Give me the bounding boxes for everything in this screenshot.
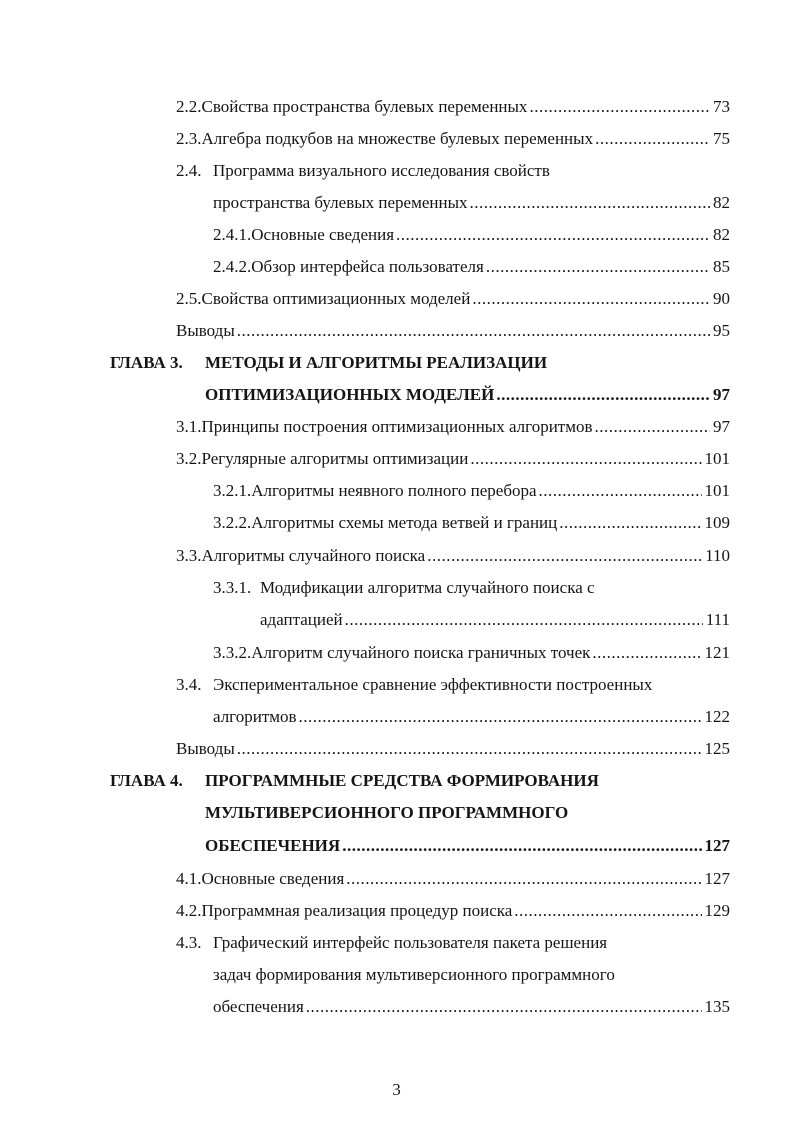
toc-entry-3-3-1-line1[interactable] bbox=[213, 577, 595, 599]
toc-chapter-title: ПРОГРАММНЫЕ СРЕДСТВА ФОРМИРОВАНИЯ bbox=[205, 771, 599, 790]
toc-leader bbox=[559, 512, 701, 534]
toc-number: 3.2.2. bbox=[213, 513, 252, 532]
toc-chapter-4-line1[interactable] bbox=[110, 770, 599, 792]
toc-chapter-3-line1[interactable] bbox=[110, 352, 547, 374]
toc-page: 101 bbox=[704, 449, 730, 468]
toc-page: 122 bbox=[704, 707, 730, 726]
toc-chapter-title: МЕТОДЫ И АЛГОРИТМЫ РЕАЛИЗАЦИИ bbox=[205, 353, 548, 372]
toc-title: Основные сведения bbox=[201, 869, 345, 888]
toc-title: Алгоритмы неявного полного перебора bbox=[251, 481, 537, 500]
toc-chapter-3-line2[interactable] bbox=[205, 384, 730, 406]
toc-title: Алгоритмы схемы метода ветвей и границ bbox=[251, 513, 558, 532]
toc-leader bbox=[299, 706, 702, 728]
toc-title-continued: алгоритмов bbox=[213, 707, 297, 726]
toc-title: Алгоритм случайного поиска граничных точек bbox=[251, 643, 591, 662]
toc-chapter-title-continued: ОБЕСПЕЧЕНИЯ bbox=[205, 836, 341, 855]
toc-number: 3.2.1. bbox=[213, 481, 252, 500]
toc-entry-3-2[interactable] bbox=[176, 448, 730, 470]
toc-page: 127 bbox=[704, 869, 730, 888]
toc-leader bbox=[346, 868, 701, 890]
toc-page: 109 bbox=[704, 513, 730, 532]
toc-entry-3-2-1[interactable] bbox=[213, 480, 730, 502]
toc-title: Графический интерфейс пользователя пакета решения bbox=[213, 933, 608, 952]
toc-chapter-4-line3[interactable] bbox=[205, 835, 730, 857]
toc-number: 4.3. bbox=[176, 933, 202, 952]
toc-entry-4-2[interactable] bbox=[176, 900, 730, 922]
toc-title: Программа визуального исследования свойств bbox=[213, 161, 550, 180]
toc-leader bbox=[539, 480, 702, 502]
toc-entry-3-3-1-line2[interactable] bbox=[260, 609, 730, 631]
toc-leader bbox=[592, 642, 701, 664]
toc-number: 3.2. bbox=[176, 449, 202, 468]
toc-entry-3-4-line1[interactable] bbox=[176, 674, 652, 696]
toc-entry-chapter2-conclusions[interactable] bbox=[176, 320, 730, 342]
toc-title: Свойства пространства булевых переменных bbox=[201, 97, 528, 116]
toc-title-continued: задач формирования мультиверсионного программного bbox=[213, 965, 615, 984]
toc-title: Программная реализация процедур поиска bbox=[201, 901, 513, 920]
toc-page: 135 bbox=[704, 997, 730, 1016]
toc-title: Обзор интерфейса пользователя bbox=[251, 257, 484, 276]
toc-page: 97 bbox=[713, 417, 730, 436]
toc-entry-3-4-line2[interactable] bbox=[213, 706, 730, 728]
toc-entry-2-5[interactable] bbox=[176, 288, 730, 310]
toc-page: 111 bbox=[705, 610, 730, 629]
toc-leader bbox=[486, 256, 710, 278]
toc-number: 2.4. bbox=[176, 161, 202, 180]
toc-entry-4-3-line1[interactable] bbox=[176, 932, 607, 954]
toc-page: 101 bbox=[704, 481, 730, 500]
toc-leader bbox=[470, 448, 701, 470]
toc-number: 3.3.1. bbox=[213, 578, 252, 597]
toc-chapter-title-continued: МУЛЬТИВЕРСИОННОГО ПРОГРАММНОГО bbox=[205, 803, 569, 822]
toc-entry-2-4-line1[interactable] bbox=[176, 160, 550, 182]
toc-number: 2.2. bbox=[176, 97, 202, 116]
toc-title: Принципы построения оптимизационных алгоритмов bbox=[201, 417, 593, 436]
toc-number: 3.1. bbox=[176, 417, 202, 436]
toc-entry-3-3[interactable] bbox=[176, 545, 730, 567]
toc-page: 82 bbox=[713, 193, 730, 212]
toc-entry-2-4-line2[interactable] bbox=[213, 192, 730, 214]
toc-number: 3.3. bbox=[176, 546, 202, 565]
toc-chapter-number: ГЛАВА 3. bbox=[110, 353, 183, 372]
toc-number: 2.4.1. bbox=[213, 225, 252, 244]
toc-page: 110 bbox=[705, 546, 730, 565]
toc-title-continued: адаптацией bbox=[260, 610, 343, 629]
toc-number: 2.5. bbox=[176, 289, 202, 308]
toc-title-continued: обеспечения bbox=[213, 997, 304, 1016]
toc-title: Алгоритмы случайного поиска bbox=[201, 546, 426, 565]
toc-title: Модификации алгоритма случайного поиска с bbox=[260, 578, 595, 597]
toc-leader bbox=[427, 545, 702, 567]
toc-number: 2.4.2. bbox=[213, 257, 252, 276]
toc-number: 4.2. bbox=[176, 901, 202, 920]
toc-chapter-4-line2[interactable] bbox=[205, 802, 568, 824]
toc-page: 121 bbox=[704, 643, 730, 662]
toc-leader bbox=[342, 835, 701, 857]
toc-leader bbox=[306, 996, 702, 1018]
toc-page: 85 bbox=[713, 257, 730, 276]
toc-leader bbox=[237, 320, 710, 342]
toc-page: 82 bbox=[713, 225, 730, 244]
toc-title: Выводы bbox=[176, 321, 235, 340]
toc-number: 3.4. bbox=[176, 675, 202, 694]
toc-leader bbox=[529, 96, 710, 118]
toc-leader bbox=[345, 609, 703, 631]
toc-entry-chapter3-conclusions[interactable] bbox=[176, 738, 730, 760]
toc-entry-3-1[interactable] bbox=[176, 416, 730, 438]
toc-page: 125 bbox=[704, 739, 730, 758]
toc-leader bbox=[595, 416, 711, 438]
toc-entry-3-2-2[interactable] bbox=[213, 512, 730, 534]
toc-entry-2-4-2[interactable] bbox=[213, 256, 730, 278]
toc-title: Регулярные алгоритмы оптимизации bbox=[201, 449, 469, 468]
toc-title: Выводы bbox=[176, 739, 235, 758]
toc-page: 73 bbox=[713, 97, 730, 116]
toc-number: 2.3. bbox=[176, 129, 202, 148]
toc-number: 3.3.2. bbox=[213, 643, 252, 662]
toc-leader bbox=[496, 384, 710, 406]
toc-leader bbox=[595, 128, 710, 150]
toc-entry-4-3-line3[interactable] bbox=[213, 996, 730, 1018]
toc-page: 95 bbox=[713, 321, 730, 340]
toc-title: Алгебра подкубов на множестве булевых переменных bbox=[201, 129, 594, 148]
toc-entry-3-3-2[interactable] bbox=[213, 642, 730, 664]
toc-leader bbox=[472, 288, 710, 310]
toc-chapter-title-continued: ОПТИМИЗАЦИОННЫХ МОДЕЛЕЙ bbox=[205, 385, 495, 404]
toc-page: 90 bbox=[713, 289, 730, 308]
page-number: 3 bbox=[392, 1080, 401, 1099]
toc-leader bbox=[396, 224, 710, 246]
toc-page: 97 bbox=[713, 385, 730, 404]
toc-title: Экспериментальное сравнение эффективности построенных bbox=[213, 675, 653, 694]
toc-leader bbox=[470, 192, 710, 214]
toc-entry-4-3-line2[interactable] bbox=[213, 964, 615, 986]
toc-title: Основные сведения bbox=[251, 225, 395, 244]
toc-leader bbox=[514, 900, 701, 922]
toc-page: 127 bbox=[704, 836, 730, 855]
toc-title: Свойства оптимизационных моделей bbox=[201, 289, 471, 308]
toc-page: 129 bbox=[704, 901, 730, 920]
toc-leader bbox=[237, 738, 702, 760]
toc-entry-2-4-1[interactable] bbox=[213, 224, 730, 246]
toc-entry-2-3[interactable] bbox=[176, 128, 730, 150]
toc-title-continued: пространства булевых переменных bbox=[213, 193, 468, 212]
toc-entry-4-1[interactable] bbox=[176, 868, 730, 890]
toc-page: 75 bbox=[713, 129, 730, 148]
toc-entry-2-2[interactable] bbox=[176, 96, 730, 118]
toc-number: 4.1. bbox=[176, 869, 202, 888]
toc-chapter-number: ГЛАВА 4. bbox=[110, 771, 183, 790]
